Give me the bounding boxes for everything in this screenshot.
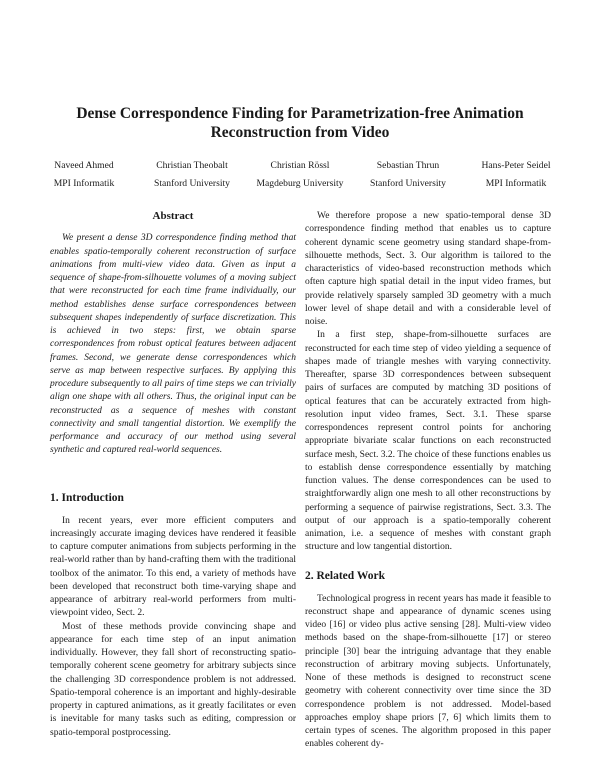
intro-paragraph-1: In recent years, ever more efficient computers and increasingly accurate imaging devices have rendered it feasible to capture computer animations from subjects performing in the real-world rather than by hand-crafting them with the traditional toolbox of the animator. To this end, a variety of methods have been developed that reconstruct both time-varying shape and appearance of arbitrary real-world performers from multi-viewpoint video, Sect. 2. — [50, 515, 296, 619]
author-affiliation: Stanford University — [154, 178, 230, 189]
abstract — [50, 232, 296, 457]
related-work-paragraph-1: Technological progress in recent years has made it feasible to reconstruct shape and appearance of dynamic scenes using video [16] or video plus active sensing [28]. Multi-view video methods based on the shape-from-silhouette [17] or stereo principle [30] bear the intriguing advantage that they enable reconstruction of arbitrary moving subjects. Unfortunately, None of these methods is designed to reconstruct scene geometry with coherent connectivity over time since the 3D correspondence problem is not addressed. Model-based approaches employ shape priors [7, 6] which limits them to certain types of scenes. The algorithm proposed in this paper enables coherent dy- — [305, 593, 551, 750]
author-1 — [30, 157, 138, 193]
author-affiliation: MPI Informatik — [485, 178, 547, 189]
abstract-text: We present a dense 3D correspondence finding method that enables spatio-temporally coherent reconstruction of surface animations from multi-view video data. Given as input a sequence of shape-from-silhouette volumes of a moving subject that were reconstructed for each time frame individually, our method establishes dense surface correspondences between subsequent shapes independently of surface discretization. This is achieved in two steps: first, we obtain sparse correspondences from robust optical features between adjacent frames. Second, we generate dense correspondences which serve as map between respective surfaces. By applying this procedure subsequently to all pairs of time steps we can trivially align one shape with all others. Thus, the original input can be reconstructed as a sequence of meshes with constant connectivity and small tangential distortion. We exemplify the performance and accuracy of our method using several synthetic and captured real-world sequences. — [50, 233, 296, 456]
author-5 — [462, 157, 570, 193]
section-heading-introduction: 1. Introduction — [50, 491, 124, 504]
intro-paragraph-2: Most of these methods provide convincing shape and appearance for each time step of an input animation individually. However, they fall short of reconstructing spatio-temporally coherent scene geometry for arbitrary subjects since the challenging 3D correspondence problem is not addressed. Spatio-temporal coherence is an important and highly-desirable property in captured animations, as it greatly facilitates or even is inevitable for many tasks such as editing, compression or spatio-temporal postprocessing. — [50, 621, 296, 738]
author-name: Sebastian Thrun — [376, 160, 440, 171]
paper-title — [40, 104, 560, 142]
author-name: Christian Rössl — [270, 160, 330, 171]
intro-paragraph-4: In a first step, shape-from-silhouette surfaces are reconstructed for each time step of video yielding a sequence of shapes made of triangle meshes with varying connectivity. Thereafter, sparse 3D correspondences between subsequent pairs of surfaces are computed by matching 3D positions of optical features that can be accurately extracted from high-resolution input video frames, Sect. 3.1. These sparse correspondences represent control points for anchoring appropriate bivariate scalar functions on each reconstructed surface mesh, Sect. 3.2. The choice of these functions enables us to establish dense correspondence essentially by matching function values. The dense correspondences can be used to straightforwardly align one mesh to all other reconstructions by performing a sequence of pairwise registrations, Sect. 3.3. The output of our approach is a spatio-temporally coherent animation, i.e. a sequence of meshes with constant graph structure and low tangential distortion. — [305, 330, 551, 553]
abstract-heading: Abstract — [152, 210, 194, 222]
author-affiliation: Magdeburg University — [256, 178, 344, 189]
author-affiliation: Stanford University — [370, 178, 446, 189]
author-2 — [138, 157, 246, 193]
section-heading-related-work: 2. Related Work — [305, 569, 385, 582]
author-4 — [354, 157, 462, 193]
left-column — [50, 210, 296, 740]
author-name: Naveed Ahmed — [54, 160, 114, 171]
author-affiliation: MPI Informatik — [53, 178, 115, 189]
intro-paragraph-3: We therefore propose a new spatio-temporal dense 3D correspondence finding method that enables us to capture coherent dynamic scene geometry using standard shape-from-silhouette methods, Sect. 3. Our algorithm is tailored to the characteristics of video-based reconstruction methods which often capture high spatial detail in the input video frames, but provide relatively sparsely sampled 3D geometry with a much lower level of shape detail and with a considerable level of noise. — [305, 211, 551, 327]
author-3 — [246, 157, 354, 193]
right-column — [305, 210, 551, 752]
author-name: Christian Theobalt — [156, 160, 228, 171]
title-line-2: Reconstruction from Video — [210, 124, 390, 141]
author-list — [30, 157, 570, 193]
author-name: Hans-Peter Seidel — [481, 160, 551, 171]
title-line-1: Dense Correspondence Finding for Parametrization-free Animation — [76, 105, 524, 122]
